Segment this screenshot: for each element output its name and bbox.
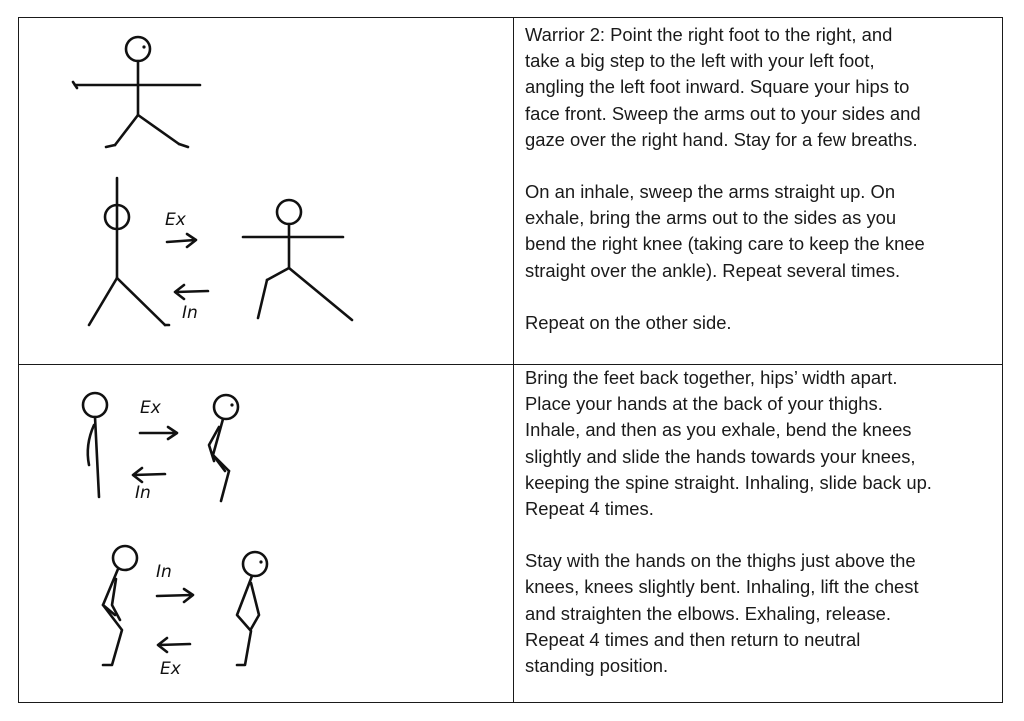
knee-bend-sketch-cell bbox=[19, 365, 514, 702]
inhale-arrow-1 bbox=[133, 468, 165, 503]
warrior-instructions: Warrior 2: Point the right foot to the right, and take a big step to the left with your left foot, angling the left foot inward. Square your hips to face front. Sweep the arms out to your sides and gaze over the right hand. Stay for a few breaths. bbox=[525, 24, 921, 150]
standing-figure bbox=[83, 393, 107, 497]
exhale-arrow-1 bbox=[140, 398, 177, 439]
exhale-arrow-2 bbox=[158, 638, 190, 679]
inhale-arrow bbox=[175, 285, 208, 323]
inhale-arrow-2 bbox=[156, 562, 193, 602]
chest-lift-instructions: Stay with the hands on the thighs just above the knees, knees slightly bent. Inhaling, lift the chest and straighten the elbows. Exhaling, release. Repeat 4 times and then return to neutral standing position. bbox=[525, 550, 919, 677]
arms-up-figure bbox=[89, 178, 169, 325]
repeat-other-side: Repeat on the other side. bbox=[525, 311, 732, 333]
bent-knees-figure bbox=[209, 395, 238, 501]
inhale-label: In bbox=[182, 303, 198, 323]
warrior-two-figure bbox=[73, 37, 200, 147]
knee-bend-text-cell bbox=[514, 365, 1002, 702]
inhale-label-2: In bbox=[156, 562, 172, 582]
inhale-label-1: In bbox=[135, 483, 151, 503]
exhale-label-1: Ex bbox=[140, 398, 161, 418]
instruction-table bbox=[18, 17, 1003, 703]
bent-knee-figure bbox=[243, 200, 352, 320]
exhale-label-2: Ex bbox=[160, 659, 181, 679]
warrior-text-cell bbox=[514, 18, 1002, 365]
knee-bend-sketches bbox=[19, 365, 514, 702]
exhale-arrow bbox=[165, 210, 196, 247]
warrior-sketch-cell bbox=[19, 18, 514, 365]
chest-lift-figure bbox=[103, 546, 137, 665]
warrior-sketches bbox=[19, 18, 514, 365]
release-figure bbox=[237, 552, 267, 665]
thigh-slide-instructions: Bring the feet back together, hips’ width apart. Place your hands at the back of your thighs. Inhale, and then as you exhale, bend the knees slightly and slide the hands towards your knees, keeping the spine straight. Inhaling, slide back up. Repeat 4 times. bbox=[525, 367, 932, 520]
exhale-label: Ex bbox=[165, 210, 186, 230]
arm-sweep-instructions: On an inhale, sweep the arms straight up. On exhale, bring the arms out to the sides as you bend the right knee (taking care to keep the knee straight over the ankle). Repeat several times. bbox=[525, 181, 925, 281]
